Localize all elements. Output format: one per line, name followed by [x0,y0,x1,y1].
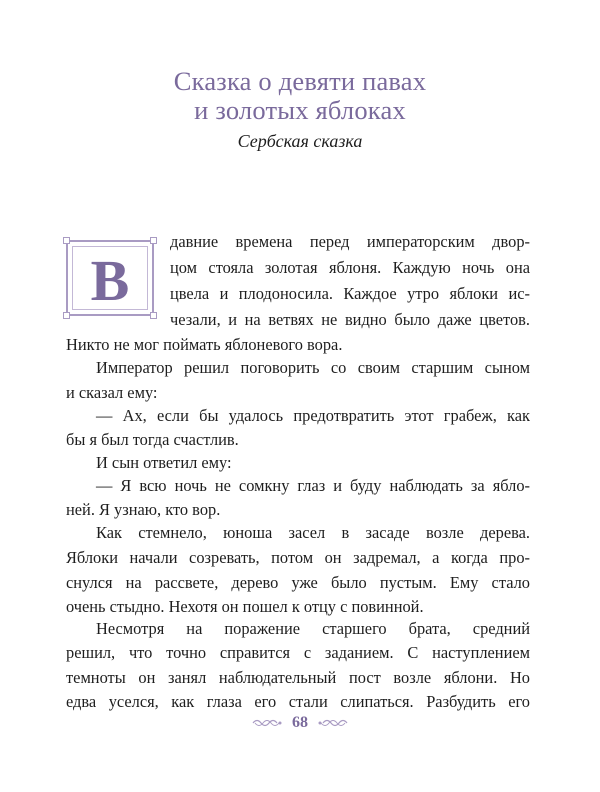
text-line: давние времена перед императорским двор- [170,232,530,251]
text-line: Император решил поговорить со своим старшим сыном [96,358,530,377]
frame-corner-ornament [63,312,70,319]
text-line: очень стыдно. Нехотя он пошел к отцу с повинной. [66,597,424,616]
frame-corner-ornament [150,312,157,319]
left-ornament-icon [252,717,282,729]
story-title-line-2: и золотых яблоках [194,95,406,125]
text-line: — Ах, если бы удалось предотвратить этот грабеж, как [96,406,530,425]
drop-cap-frame [66,240,154,316]
text-line: Яблоки начали созревать, потом он задремал, а когда про- [66,548,530,567]
page-number-footer [0,714,600,734]
text-line: едва уселся, как глаза его стали слипаться. Разбудить его [66,692,530,711]
page-number: 68 [292,714,308,732]
story-title-line-1: Сказка о девяти павах [173,66,427,96]
text-line: Никто не мог поймать яблоневого вора. [66,335,343,354]
frame-corner-ornament [150,237,157,244]
text-line: И сын ответил ему: [96,453,232,472]
text-line: снулся на рассвете, дерево уже было пустым. Ему стало [66,573,530,592]
drop-cap-letter: В [90,248,130,313]
text-line: чезали, и на ветвях не видно было даже цветов. [170,310,530,329]
text-line: — Я всю ночь не сомкну глаз и буду наблюдать за ябло- [96,476,530,495]
text-line: решил, что точно справится с заданием. С наступлением [66,643,530,662]
text-line: ней. Я узнаю, кто вор. [66,500,221,519]
text-line: бы я был тогда счастлив. [66,430,239,449]
text-line: цвела и плодоносила. Каждое утро яблоки ис- [170,284,530,303]
frame-corner-ornament [63,237,70,244]
text-line: Несмотря на поражение старшего брата, средний [96,619,530,638]
story-subtitle: Сербская сказка [237,131,363,151]
text-line: и сказал ему: [66,383,158,402]
right-ornament-icon [318,717,348,729]
text-line: темноты он занял наблюдательный пост возле яблони. Но [66,668,530,687]
text-line: цом стояла золотая яблоня. Каждую ночь она [170,258,530,277]
text-line: Как стемнело, юноша засел в засаде возле дерева. [96,523,530,542]
